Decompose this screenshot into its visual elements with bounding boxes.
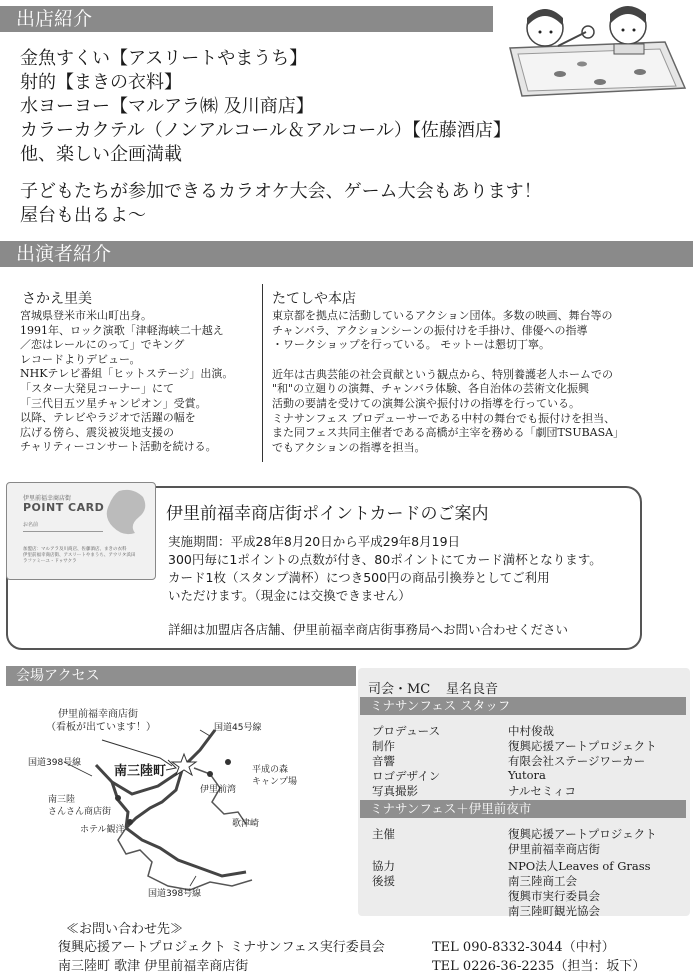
hotel-marker-icon [127, 819, 133, 825]
point-card-heading: 伊里前福幸商店街ポイントカードのご案内 [166, 504, 489, 524]
point-card-image [6, 482, 156, 580]
contact-org: 復興応援アートプロジェクト ミナサンフェス実行委員会 [58, 940, 385, 955]
map-label-sansan-2: さんさん商店街 [48, 807, 112, 817]
map-label-signboard: （看板が出ています！） [46, 722, 156, 733]
support-name: 南三陸商工会 [508, 874, 577, 888]
sponsor-name: 復興応援アートプロジェクト [508, 827, 657, 841]
access-heading-text: 会場アクセス [16, 668, 100, 684]
bio-line: 東京都を拠点に活動しているアクション団体。多数の映画、舞台等の [272, 309, 613, 322]
stall-item: カラーカクテル（ノンアルコール＆アルコール）【佐藤酒店】 [20, 120, 511, 141]
card-title: POINT CARD [23, 501, 105, 514]
isatomae-marker-icon [207, 771, 213, 777]
point-card-line: いただけます。（現金には交換できません） [168, 588, 411, 603]
support-name: 復興市実行委員会 [508, 889, 600, 903]
sponsor-label: 主催 [372, 827, 395, 841]
staff-heading-text: ミナサンフェス スタッフ [370, 698, 511, 713]
contact-tel: TEL 0226-36-2235（担当：坂下） [432, 959, 646, 974]
point-card-inquiry: 詳細は加盟店各店舗、伊里前福幸商店街事務局へお問い合わせください [168, 622, 569, 637]
performer-name-right: たてしや本店 [272, 291, 356, 307]
bio-line: ミナサンフェス プロデューサーである中村の舞台でも振付けを担当、 [272, 411, 616, 425]
sponsor-name: 伊里前福幸商店街 [508, 842, 600, 856]
org-heading-text: ミナサンフェス＋伊里前夜市 [370, 801, 532, 816]
support-label: 後援 [372, 874, 395, 888]
sansan-marker-icon [115, 795, 121, 801]
performer-bio-right [272, 309, 624, 455]
staff-role: 写真撮影 [372, 784, 418, 798]
bio-line: また同フェス共同主催者である高橋が主宰を務める「劇団TSUBASA」 [272, 426, 625, 440]
card-fine-line: ラファミーユ・ドゥサクラ [23, 559, 77, 564]
stall-item: 水ヨーヨー【マルアラ㈱ 及川商店】 [20, 96, 314, 117]
stalls-heading-text: 出店紹介 [16, 8, 93, 30]
tohoku-map-icon [99, 487, 153, 539]
staff-heading [360, 697, 686, 715]
bio-line: 活動の要請を受けての演舞公演や振付けの指導を行っている。 [272, 396, 580, 410]
card-fine-line: 加盟店：マルアラ及川商店、佐藤酒店、まきの衣料 [23, 547, 127, 552]
bio-line: 「スター大発見コーナー」にて [20, 381, 174, 395]
map-label-sansan-1: 南三陸 [48, 795, 76, 805]
map-label-camp: キャンプ場 [252, 777, 298, 787]
heisei-forest-marker-icon [225, 759, 231, 765]
bio-line: 近年は古典芸能の社会貢献という観点から、特別養護老人ホームでの [272, 367, 613, 381]
map-label-route45: 国道45号線 [214, 723, 262, 733]
mc-name: 星名良音 [446, 682, 499, 697]
performers-heading-text: 出演者紹介 [16, 243, 112, 265]
stall-item: 射的【まきの衣料】 [20, 72, 182, 93]
map-label-heisei-forest: 平成の森 [252, 765, 289, 775]
bio-line: 以降、テレビやラジオで活躍の幅を [20, 411, 196, 425]
bio-line: チャンバラ、アクションシーンの振付けを手掛け、俳優への指導 [272, 323, 588, 337]
route-398-south-road [126, 828, 246, 876]
coop-label: 協力 [372, 859, 395, 873]
stall-item: 金魚すくい【アスリートやまうち】 [20, 48, 308, 69]
bio-line: 広げる傍ら、震災被災地支援の [20, 425, 174, 439]
staff-role: ロゴデザイン [372, 769, 441, 783]
staff-name: 中村俊哉 [508, 724, 554, 738]
performer-divider [262, 284, 263, 462]
support-name: 南三陸町観光協会 [508, 904, 600, 918]
bio-line: でもアクションの指導を担当。 [272, 440, 426, 454]
map-label-shopping-street: 伊里前福幸商店街 [58, 709, 138, 720]
bio-line: 「三代目五ツ星チャンピオン」受賞。 [20, 396, 207, 410]
contact-tel: TEL 090-8332-3044（中村） [432, 940, 615, 955]
map-label-hotel: ホテル観洋 [80, 825, 125, 835]
card-small-title: 伊里前福幸商店街 [23, 495, 72, 502]
stalls-heading [0, 6, 493, 32]
card-name-label: お名前 [23, 522, 39, 528]
performer-bio-left [20, 309, 233, 455]
performer-name-left: さかえ里美 [22, 291, 92, 307]
bio-line: レコードよりデビュー。 [20, 352, 141, 366]
contact-org: 南三陸町 歌津 伊里前福幸商店街 [58, 959, 249, 974]
coop-name: NPO法人Leaves of Grass [508, 859, 651, 873]
point-card-line: 300円毎に1ポイントの点数が付き、80ポイントにてカード満杯となります。 [168, 552, 602, 567]
staff-name: 復興応援アートプロジェクト [508, 739, 657, 753]
event-note: 屋台も出るよ～ [20, 205, 146, 226]
kids-goldfish-illustration-icon [500, 2, 690, 102]
staff-name: 有限会社ステージワーカー [508, 754, 646, 768]
bio-line: ・ワークショップを行っている。 モットーは懇切丁寧。 [272, 338, 550, 352]
staff-role: 制作 [372, 739, 395, 753]
bio-line: チャリティーコンサート活動を続ける。 [20, 440, 217, 454]
performers-heading [0, 241, 693, 267]
map-label-route398: 国道398号線 [28, 758, 82, 768]
bio-line: ／恋はレールにのって」でキング [20, 338, 185, 352]
org-heading [360, 800, 686, 818]
event-note: 子どもたちが参加できるカラオケ大会、ゲーム大会もあります！ [20, 181, 542, 202]
card-fine-line: 伊里前福幸商店街、アスリートやまうち、アウリタ浜田 [23, 553, 136, 558]
stall-item: 他、楽しい企画満載 [20, 144, 182, 165]
map-label-isatomae-bay: 伊里前湾 [200, 785, 237, 795]
point-card-line: 実施期間：平成28年8月20日から平成29年8月19日 [168, 534, 461, 549]
staff-role: プロデュース [372, 724, 441, 738]
staff-name: Yutora [508, 768, 546, 782]
bio-line: "和"の立廻りの演舞、チャンバラ体験、各自治体の芸術文化振興 [272, 382, 590, 396]
bio-line: 宮城県登米市米山町出身。 [20, 309, 152, 322]
staff-role: 音響 [372, 754, 395, 768]
point-card-line: カード1枚（スタンプ満杯）につき500円の商品引換券としてご利用 [168, 570, 550, 585]
bio-line: NHKテレビ番組「ヒットステージ」出演。 [20, 367, 234, 381]
map-label-town: 南三陸町 [114, 764, 167, 779]
access-heading [6, 666, 356, 686]
mc-label: 司会・MC [368, 682, 431, 697]
contact-heading: ≪お問い合わせ先≫ [66, 922, 184, 937]
staff-name: ナルセミィコ [508, 784, 576, 798]
map-label-utatsuzaki: 歌津崎 [232, 819, 260, 829]
bio-line: 1991年、ロック演歌「津軽海峡二十越え [20, 323, 224, 337]
map-label-route398-south: 国道398号線 [148, 889, 202, 899]
